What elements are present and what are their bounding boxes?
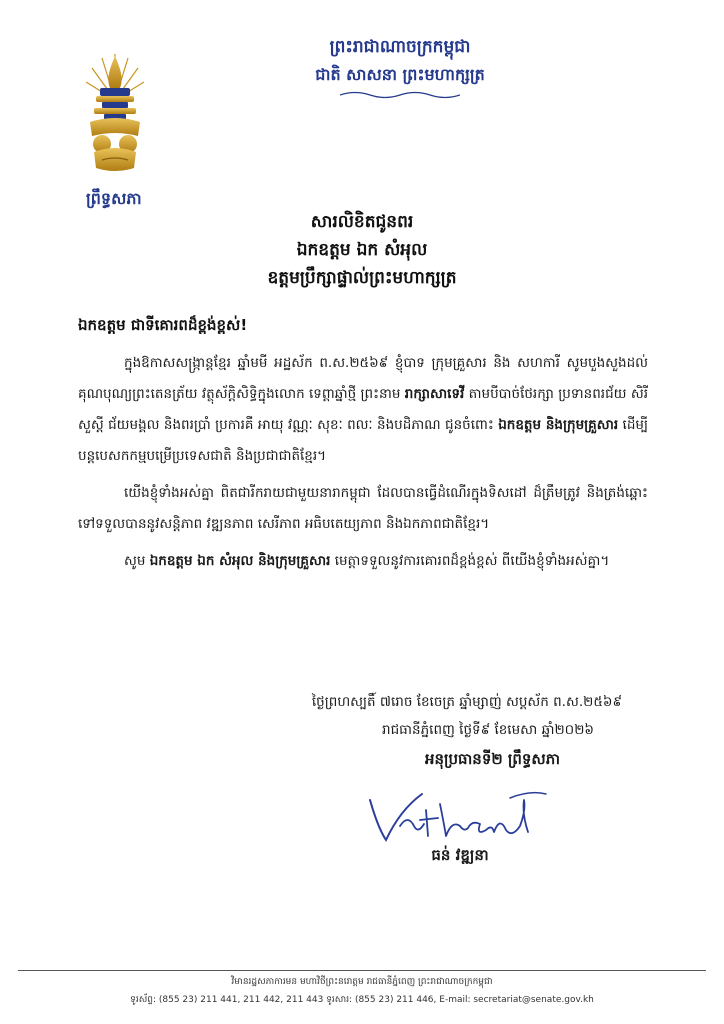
paragraph-1 (78, 348, 648, 472)
paragraph-1-text-c: ដើម្បីបន្តបេសកកម្មបម្រើប្រទេសជាតិ និងប្រជាជាតិខ្មែរ។ (78, 417, 648, 464)
letter-title (150, 208, 574, 292)
deity-name: រាក្សាសាទេវី (404, 386, 465, 402)
title-line-3: ឧត្តមប្រឹក្សាផ្ទាល់ព្រះមហាក្សត្រ (267, 268, 457, 288)
footer-address: វិមានរដ្ឋសភាការមន មហាវិថីព្រះនរោត្តម រាជធានីភ្នំពេញ ព្រះរាជាណាចក្រកម្ពុជា (231, 977, 493, 987)
title-line-1: សារលិខិតជូនពរ (310, 212, 414, 232)
date-lunar: ថ្ងៃព្រហស្បតិ៍ ៧រោច ខែចេត្រ ឆ្នាំម្សាញ់ សប្តស័ក ព.ស.២៥៦៩ (311, 694, 622, 710)
salutation: ឯកឧត្តម ជាទីគោរពដ៏ខ្ពង់ខ្ពស់! (78, 316, 248, 334)
senate-emblem-icon (80, 48, 150, 178)
closing-block (210, 688, 650, 774)
kingdom-motto: ជាតិ សាសនា ព្រះមហាក្សត្រ (315, 65, 485, 84)
motto-ornament-icon (340, 90, 460, 100)
date-solar: រាជធានីភ្នំពេញ ថ្ងៃទី៩ ខែមេសា ឆ្នាំ២០២៦ (382, 722, 594, 738)
paragraph-3 (78, 546, 648, 577)
signature-icon (360, 780, 550, 850)
recipient-reference: ឯកឧត្តម និងក្រុមគ្រួសារ (498, 417, 619, 433)
institution-label: ព្រឹទ្ធសភា (86, 189, 142, 208)
footer-contact: ទូរស័ព្ទ: (855 23) 211 441, 211 442, 211 443 ទូរសារ: (855 23) 211 446, E-mail: secretariat@senate.gov.kh (130, 995, 594, 1005)
paragraph-3-text-a: សូម (124, 553, 150, 569)
signer-name: ធន់ វឌ្ឍនា (431, 846, 489, 864)
title-line-2: ឯកឧត្តម ឯក សំអុល (296, 240, 428, 260)
paragraph-3-text-b: មេត្តាទទួលនូវការគោរពដ៏ខ្ពង់ខ្ពស់ ពីយើងខ្ញុំទាំងអស់គ្នា។ (330, 553, 610, 569)
paragraph-1-text-b: តាមបីបាច់ថែរក្សា ប្រទានពរជ័យ សិរីសួស្តី ជ័យមង្គល និងពរប្រាំ ប្រការគឺ អាយុ វណ្ណៈ សុខៈ ពលៈ និងបដិភាណ ជូនចំពោះ (78, 386, 648, 433)
paragraph-1-text-a: ក្នុងឱកាសសង្ក្រាន្តខ្មែរ ឆ្នាំមមី អដ្ឋស័ក ព.ស.២៥៦៩ ខ្ញុំបាទ ក្រុមគ្រួសារ និង សហការី សូមបួងសួងដល់គុណបុណ្យព្រះតេនត្រ័យ វត្ថុស័ក្តិសិទ្ធិក្នុងលោក ទេព្តាឆ្នាំថ្មី ព្រះនាម (78, 355, 648, 402)
footer-divider (18, 970, 706, 971)
kingdom-title: ព្រះរាជាណាចក្រកម្ពុជា (329, 37, 471, 57)
paragraph-2: យើងខ្ញុំទាំងអស់គ្នា ពិតជារីករាយជាមួយនារាកម្ពុជា ដែលបានធ្វើដំណើរក្នុងទិសដៅ ដ៏ត្រឹមត្រូវ និងត្រង់ឆ្ពោះទៅទទួលបាននូវសន្តិភាព វឌ្ឍនភាព សេរីភាព អធិបតេយ្យភាព និងឯកភាពជាតិខ្មែរ។ (78, 485, 648, 532)
signer-title: អនុប្រធានទី២ ព្រឹទ្ធសភា (424, 750, 560, 768)
recipient-reference-2: ឯកឧត្តម ឯក សំអុល និងក្រុមគ្រួសារ (149, 553, 331, 569)
letter-body (78, 348, 648, 583)
